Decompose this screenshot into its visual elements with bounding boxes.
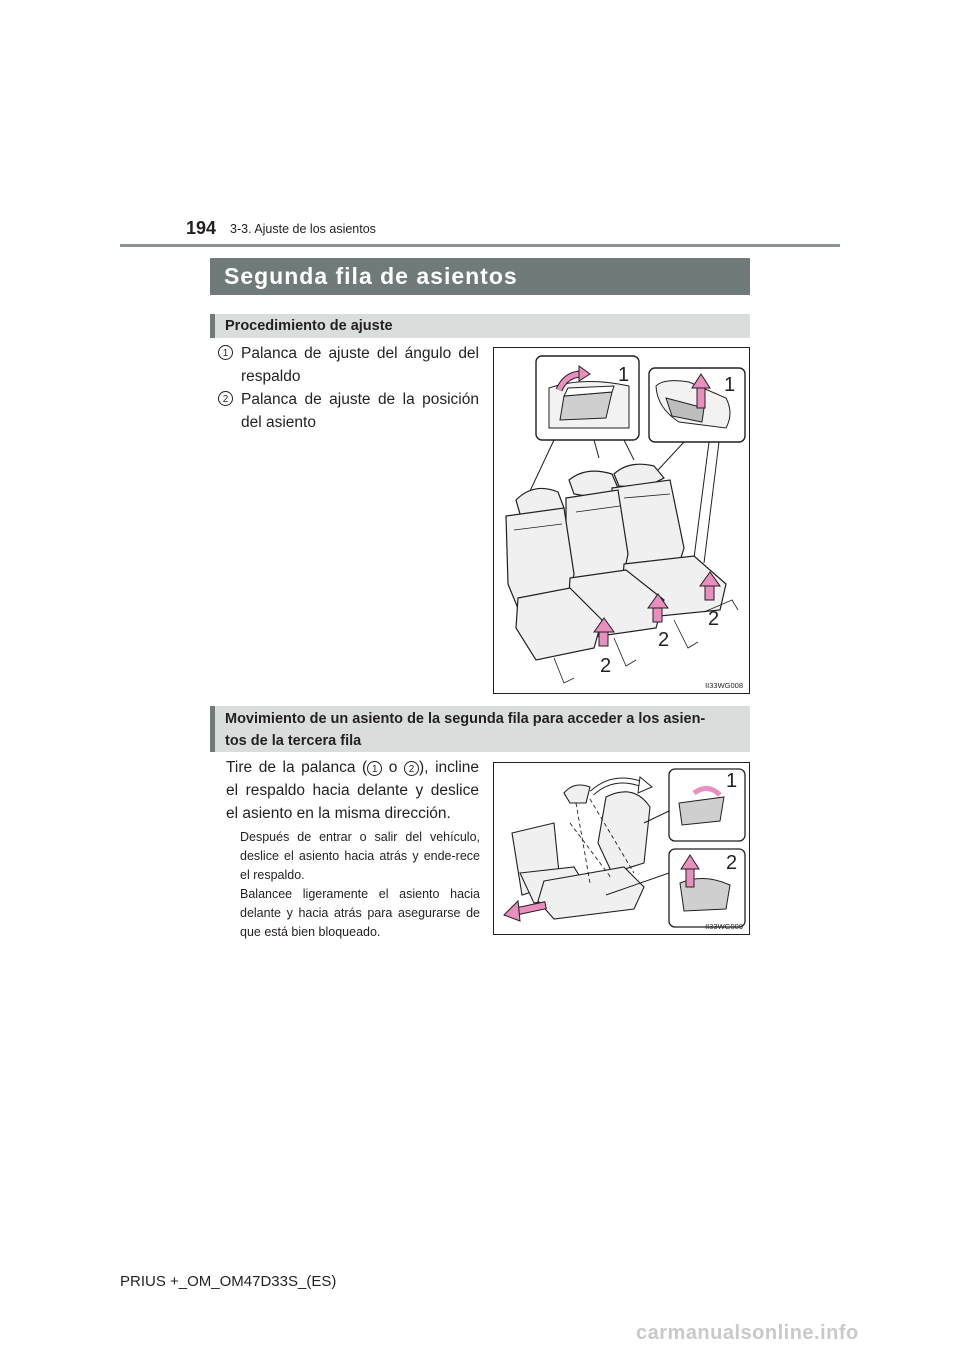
ref-number-1: 1: [367, 761, 382, 776]
item-number-2: 2: [218, 391, 233, 406]
callout-2b: 2: [658, 629, 670, 651]
seat-illustration: [494, 348, 749, 693]
ref-number-2: 2: [404, 761, 419, 776]
header-divider: [120, 244, 840, 247]
note-return-seat: Después de entrar o salir del vehículo, deslice el asiento hacia atrás y ende-rece el respaldo.: [240, 830, 480, 882]
callout-2c: 2: [600, 655, 612, 677]
page-title: Segunda fila de asientos: [210, 258, 750, 295]
watermark: carmanualsonline.info: [636, 1322, 859, 1344]
procedure-heading: Procedimiento de ajuste: [210, 314, 750, 338]
callout-2: 2: [726, 852, 738, 874]
callout-2a: 2: [708, 608, 720, 630]
callout-1b: 1: [724, 374, 736, 396]
note-check-lock: Balancee ligeramente el asiento hacia delante y hacia atrás para asegurarse de que está bien bloqueado.: [240, 887, 480, 939]
section-breadcrumb: 3-3. Ajuste de los asientos: [230, 222, 376, 236]
instr-text-end: ), incline el respaldo hacia delante y deslice el asiento en la misma dirección.: [226, 759, 480, 822]
callout-1a: 1: [618, 364, 630, 386]
procedure-item-2: Palanca de ajuste de la posición del asiento: [241, 391, 479, 431]
instr-text-or: o: [382, 759, 405, 776]
access-instructions: [226, 756, 479, 825]
access-heading-line-1: Movimiento de un asiento de la segunda fila para acceder a los asien-: [225, 711, 706, 727]
access-heading-line-2: tos de la tercera fila: [225, 733, 362, 749]
figure-code-2: II33WG009: [705, 922, 743, 931]
seat-adjustment-figure: [493, 347, 750, 694]
procedure-item-1: Palanca de ajuste del ángulo del respaldo: [241, 345, 479, 385]
item-number-1: 1: [218, 345, 233, 360]
document-footer: PRIUS +_OM_OM47D33S_(ES): [120, 1273, 337, 1290]
figure-code: II33WG008: [705, 681, 743, 690]
page-number: 194: [186, 218, 217, 238]
instr-text-start: Tire de la palanca (: [226, 759, 368, 776]
seat-tilt-illustration: [494, 763, 749, 934]
callout-1: 1: [726, 770, 738, 792]
seat-access-figure: [493, 762, 750, 935]
access-heading: [210, 706, 750, 752]
